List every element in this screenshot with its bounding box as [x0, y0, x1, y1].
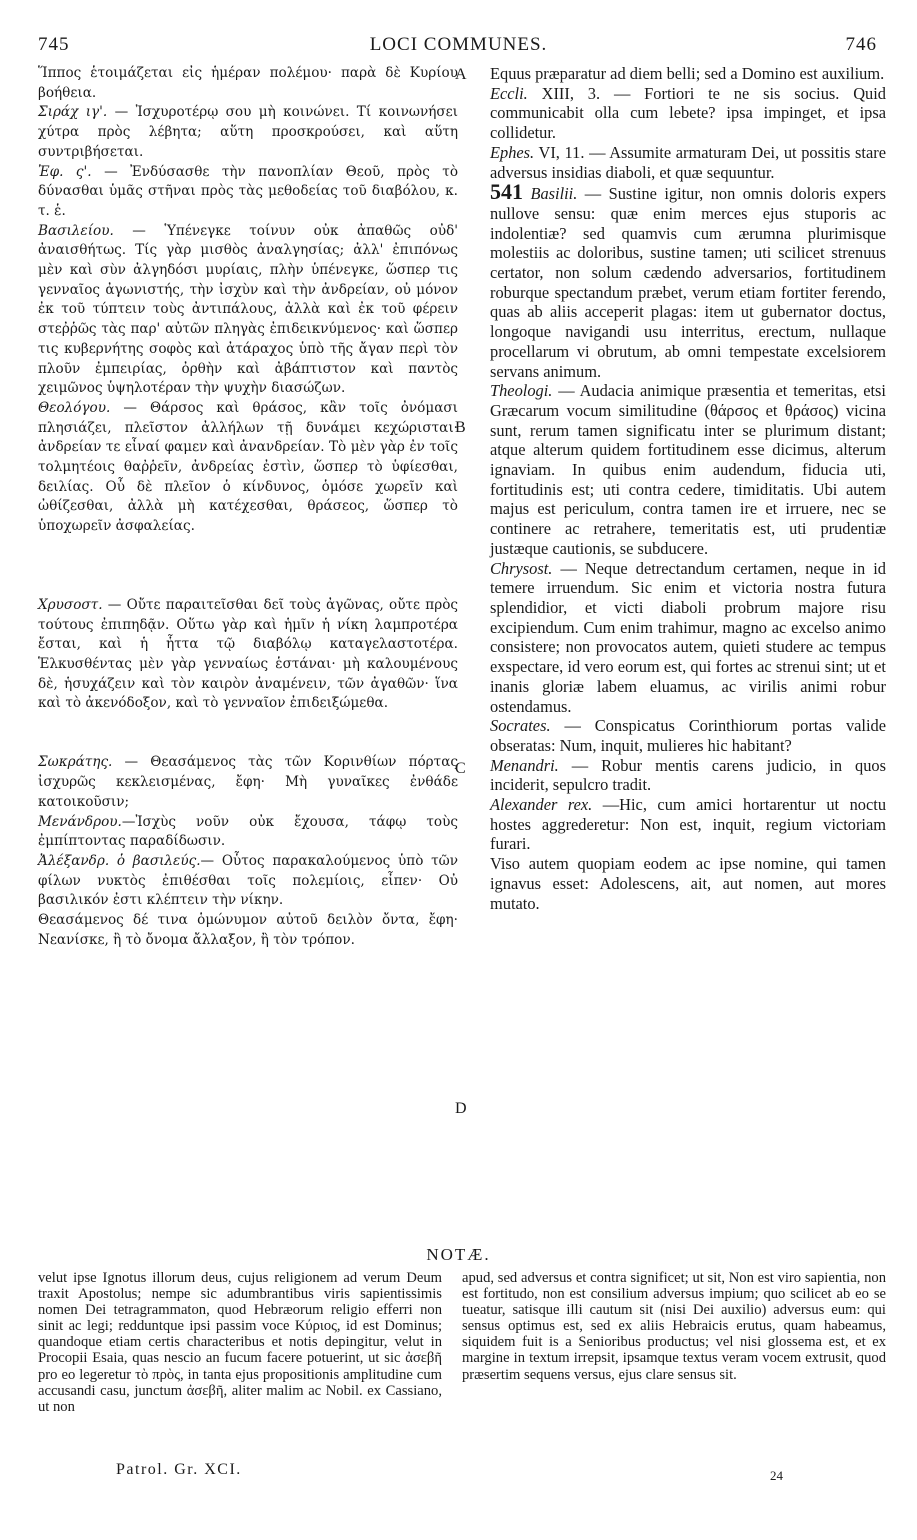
- column-number: 541: [490, 179, 523, 205]
- latin-paragraph: Viso autem quopiam eodem ac ipse nomine, qui tamen ignavus esset: Adolescens, ait, aut nomen, aut mores mutato.: [490, 854, 886, 913]
- latin-source: Chrysost.: [490, 558, 553, 578]
- notes-heading: NOTÆ.: [426, 1245, 491, 1264]
- greek-text: —Ἰσχὺς νοῦν οὐκ ἔχουσα, τάφῳ τοὺς ἐμπίπτοντας παραδίδωσιν.: [38, 813, 458, 850]
- notes-left-column: [38, 1270, 442, 1415]
- greek-text: — Ἐνδύσασθε τὴν πανοπλίαν Θεοῦ, πρὸς τὸ δύνασθαι ὑμᾶς στῆναι πρὸς τὰς μεθοδείας τοῦ διαβόλου, κ. τ. ἑ.: [38, 163, 458, 219]
- latin-text: — Conspicatus Corinthiorum portas valide obseratas: Num, inquit, mulieres hic habitant?: [490, 716, 886, 755]
- greek-source: Μενάνδρου.: [38, 813, 122, 830]
- greek-text: — Οὗτος παρακαλούμενος ὑπὸ τῶν φίλων νυκτὸς ἐπιθέσθαι τοῖς πολεμίοις, εἶπεν· Οὐ βασιλικόν ἐστι κλέπτειν τὴν νίκην.: [38, 853, 458, 909]
- series-footer: Patrol. Gr. XCI.: [116, 1461, 242, 1478]
- note-word: significet; ut sit,: [626, 1270, 729, 1286]
- running-header: [0, 34, 917, 56]
- latin-text: — Neque detrectandum certamen, neque in id temere irruendum. Sic enim et victoria nostra futura splendidior, et victi diaboli probrum majore risu excipiendum. Cum enim trahimur, magno ac excelso animo consistere; non provocatos autem, quieti studere ac tempus exspectare, id vero eorum est, qui fortes ac strenui sint; ut et inanis gloriæ labem eluamus, ac virilis animi robur ostendamus.: [490, 558, 886, 716]
- greek-source: Χρυσοστ.: [38, 596, 103, 613]
- latin-text: — Audacia animique præsentia et temeritas, etsi Græcarum vocum similitudine (θάρσος et θράσος) vicina sunt, rerum tamen significatu inter se plurimum distant; atque alterum quidem fortitudinem esse dicimus, alterum ignaviam. In quibus enim audendum, fiducia uti, fortitudinis est; uti contra cedere, timiditatis. Ubi autem majus est periculum, contra tamen ire et irruere, nec se continere ac retrahere, temeritatis est, uti prudentiæ justæque cautionis, se subducere.: [490, 381, 886, 558]
- latin-paragraph: [490, 179, 886, 381]
- page-number-left: 745: [38, 34, 70, 55]
- latin-text: —Hic, cum amici hortarentur ut noctu hostes aggrederetur: Non est, inquit, regium victoriam furari.: [490, 795, 887, 854]
- latin-text: XIII, 3. — Fortiori te ne sis socius. Quid communicabit olla cum lebete? ipsa impinget, et ipsa collidetur.: [490, 83, 886, 143]
- note-text: [462, 1270, 886, 1383]
- latin-text: VI, 11. — Assumite armaturam Dei, ut possitis stare adversus insidias diaboli, et quæ sequuntur.: [490, 142, 886, 182]
- latin-paragraph: [490, 143, 886, 182]
- latin-paragraph: [490, 84, 886, 143]
- greek-text: — Ἰσχυροτέρῳ σου μὴ κοινώνει. Τί κοινωνήσει χύτρα πρὸς λέβητα; αὕτη προσκρούσει, καὶ αὕτη συντριβήσεται.: [38, 104, 459, 160]
- margin-marker-c: C: [455, 760, 466, 777]
- greek-source: Σιράχ ιγ'.: [38, 104, 108, 121]
- running-title: LOCI COMMUNES.: [369, 34, 548, 55]
- greek-paragraph: Θεασάμενος δέ τινα ὁμώνυμον αὐτοῦ δειλὸν ὄντα, ἔφη· Νεανίσκε, ἢ τὸ ὄνομα ἄλλαξον, ἢ τὸν τρόπον.: [38, 912, 458, 948]
- greek-paragraph: [38, 222, 458, 399]
- latin-paragraph: Equus præparatur ad diem belli; sed a Domino est auxilium.: [490, 64, 885, 83]
- notes-right-column: [462, 1270, 886, 1383]
- latin-paragraph: [490, 381, 886, 558]
- latin-source: Menandri.: [490, 755, 559, 775]
- greek-text: — Θάρσος καὶ θράσος, κἂν τοῖς ὀνόμασι πλησιάζει, πλεῖστον ἀλλήλων τῇ δυνάμει κεχώρισται· ἀνδρείαν τε εἶναί φαμεν καὶ ἀνανδρείαν. Τὸ μὲν γὰρ ἐν τοῖς τολμητέοις θαῤῥεῖν, ἀνδρείας ἐστὶν, ὥσπερ τὸ ὑφίεσθαι, δειλίας. Οὗ δὲ πλεῖον ὁ κίνδυνος, ὁμόσε χωρεῖν καὶ ὠθίζεσθαι, ἀλλὰ μὴ κατέχεσθαι, θράσεος, ὥσπερ τὸ ὑποχωρεῖν ἀσφαλείας.: [38, 399, 458, 535]
- latin-source: Alexander rex.: [490, 795, 593, 815]
- greek-source: Βασιλείου.: [38, 222, 114, 239]
- greek-paragraph: [38, 596, 458, 714]
- note-word: adversus: [520, 1270, 573, 1286]
- greek-source: Ἀλέξανδρ. ὁ βασιλεύς.: [38, 853, 201, 869]
- note-word: ; quo scilicet ab eo se tueatur, satisque illi cautum sit (nisi Dei auxilio) adversus eum: qui sensus optimus est, sed ex aliis Hebraicis erutus, quam habeamus, siquidem fuit is a Senioribus productus; vel nisi glossema est, et ex margine in textum irrepsit, ipsamque textus veram vocem extrusit, quod præsertim sequens versus, ejus clare sensus sit.: [462, 1286, 886, 1383]
- signature-mark: 24: [770, 1468, 783, 1483]
- greek-text: — Ὑπένεγκε τοίνυν οὐκ ἀπαθῶς οὐδ' ἀναισθήτως. Τίς γὰρ μισθὸς ἀναλγησίας; ἀλλ' ἐπιπόνως μὲν καὶ σὺν ἀλγηδόσι μυρίαις, πλὴν ὑπένεγκε, ὥσπερ τις γενναῖος ἀγωνιστής, τὴν ἰσχὺν καὶ τὴν ἀνδρείαν, οὐ μόνον ἐκ τοῦ τύπτειν τοὺς ἀντιπάλους, ἀλλὰ καὶ ἐκ τοῦ φέρειν στεῤῥῶς τὰς παρ' αὐτῶν πληγὰς ἐπιδεικνύμενος· καὶ ὥσπερ τις κυβερνήτης σοφὸς καὶ ἀτάραχος ὑπὸ τῆς ἄγαν περὶ τὸν πλοῦν ἐμπειρίας, ὀρθὴν καὶ ἀβάπτιστον καὶ παντὸς χειμῶνος ὑψηλοτέραν τὴν ψυχὴν διασώζων.: [38, 222, 458, 397]
- latin-paragraph: [490, 795, 886, 854]
- margin-marker-d: D: [455, 1100, 467, 1117]
- page-number-right: 746: [845, 34, 877, 55]
- greek-source: Ἐφ. ς'.: [38, 163, 92, 180]
- latin-source: Eccli.: [490, 83, 528, 103]
- greek-paragraph: [38, 813, 458, 852]
- greek-paragraph: Ἵππος ἑτοιμάζεται εἰς ἡμέραν πολέμου· παρὰ δὲ Κυρίου βοήθεια.: [38, 65, 458, 101]
- greek-paragraph: [38, 163, 458, 222]
- latin-paragraph: [490, 756, 886, 795]
- latin-text: — Sustine igitur, non omnis doloris expers nullove sensu: quæ enim merces ejus stuporis ac indolentiæ? sed quamvis cum ærumna plurimisque molestiis ac doloribus, sustine tamen; uti scilicet strenuus certator, non solum cædendo adversarios, fortitudinem roburque spectandum præbet, verum etiam fortiter ferendo, quas ab aliis acceperit plagas: item ut gubernator doctus, longoque navigandi usu interritus, erectum, nullaque procellarum vi obrutum, ab omni tempestate excelsiorem servans animum.: [490, 184, 886, 381]
- latin-source: Basilii.: [523, 184, 578, 204]
- greek-text: — Θεασάμενος τὰς τῶν Κορινθίων πόρτας ἰσχυρῶς κεκλεισμένας, ἔφη· Μὴ γυναῖκες ἐνθάδε κατοικοῦσιν;: [38, 754, 458, 810]
- greek-paragraph: [38, 852, 458, 911]
- latin-column: [490, 64, 886, 913]
- note-word: contra: [590, 1270, 627, 1286]
- note-text: velut ipse Ignotus illorum deus, cujus religionem ad verum Deum traxit Apostolus; nempe sic adumbrantibus viris sapientissimis nomen Dei tetragrammaton, quod Hebræorum religio efferri non sinit ac legi; redduntque ipsi passim voce Κύριος, id est Dominus; quandoque etiam certis characteribus et notis depingitur, velut in Procopii Esaia, quas nescio an fucum facere potuerint, ut sic ἀσεβῆ pro eo legeretur τὸ πρὸς, in tanta ejus propositionis amplitudine cum accusandi casu, junctum ἀσεβῆ, aliter malim ac Nobil. ex Cassiano, ut non: [38, 1270, 442, 1415]
- greek-source: Θεολόγου.: [38, 399, 111, 416]
- latin-paragraph: [490, 716, 886, 755]
- note-word: apud: [462, 1270, 491, 1286]
- greek-source: Σωκράτης.: [38, 754, 113, 771]
- latin-source: Socrates.: [490, 716, 551, 736]
- latin-source: Theologi.: [490, 381, 553, 401]
- greek-text: — Οὔτε παραιτεῖσθαι δεῖ τοὺς ἀγῶνας, οὔτε πρὸς τούτους ἐπιπηδᾷν. Οὕτω γὰρ καὶ ἡμῖν ἡ νίκη λαμπροτέρα ἔσται, καὶ ἡ ἧττα τῷ διαβόλῳ καταγελαστοτέρα. Ἑλκυσθέντας μὲν γὰρ γενναίως ἑστάναι· μὴ καλουμένους δὲ, ἡσυχάζειν καὶ τὸν καιρὸν ἀναμένειν, τῶν ἀγαθῶν· ἵνα καὶ τὸ ἀκενόδοξον, καὶ τὸ γενναῖον ἐπιδειξώμεθα.: [38, 596, 458, 712]
- latin-paragraph: [490, 559, 886, 717]
- greek-paragraph: [38, 103, 458, 162]
- greek-paragraph: [38, 753, 458, 812]
- margin-marker-b: B: [455, 419, 466, 436]
- greek-paragraph: [38, 399, 458, 537]
- note-word: et: [572, 1270, 591, 1286]
- note-word: , sed: [490, 1270, 521, 1286]
- latin-text: — Robur mentis carens judicio, in quos inciderit, sepulcro tradit.: [490, 755, 886, 795]
- margin-marker-a: A: [455, 66, 467, 83]
- latin-source: Ephes.: [490, 142, 535, 162]
- note-quote: Non est viro sapientia, non est fortitudo, non est consilium adversus impium: [462, 1270, 886, 1303]
- greek-column: [38, 64, 458, 951]
